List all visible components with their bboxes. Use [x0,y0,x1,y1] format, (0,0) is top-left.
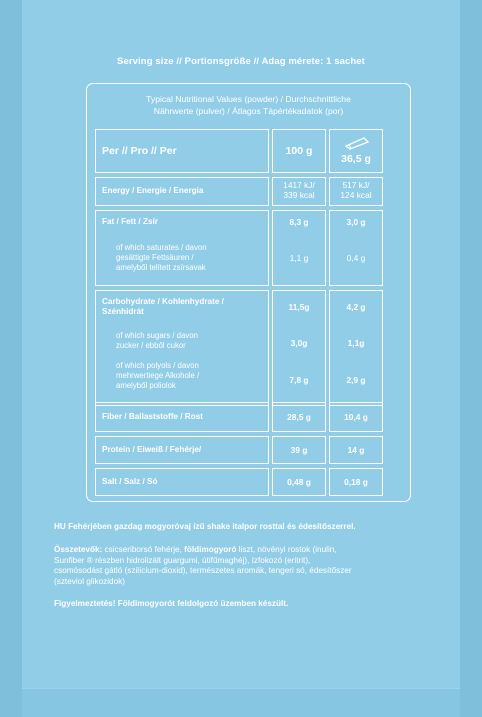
fat-col2-cell [329,210,383,286]
carbs-label-1: Carbohydrate / Kohlenhydrate / [102,297,224,306]
polyols-line-2: mehrwertiege Alkohole / [116,371,200,380]
header-col1-label: 100 g [285,145,313,157]
polyols-line-3: amelyből poliolok [116,381,176,390]
sachet-icon [344,136,370,150]
ingredients-allergen: földimogyoró [184,545,237,554]
ingredients-line-1-rest: liszt, növényi rostok (inulin, [236,545,337,554]
fiber-col2-cell [329,402,383,432]
caption-line-2: Nährwerte (pulver) / Átlagos Tápértékadatok (por) [153,105,344,116]
energy-col1-kj: 1417 kJ/ [283,180,315,190]
fat-label-cell [95,210,269,286]
package-panel [22,0,460,689]
polyols-line-1: of which polyols / davon [116,361,199,370]
fiber-col2: 10,4 g [344,412,368,422]
carbs-col1: 11,5g [288,302,310,312]
polyols-col1: 7,8 g [289,375,309,385]
energy-col2-kj: 517 kJ/ [342,180,370,190]
header-col2-label: 36,5 g [341,153,371,165]
energy-col2-cell [329,177,383,206]
ingredients-line-3: csomósodást gátló (szilícium-dioxid), természetes aromák, tengeri só, édesítőszer [54,566,352,575]
fat-col2: 3,0 g [346,217,366,227]
polyols-col2: 2,9 g [346,375,366,385]
ingredients-part-1: csicseriborsó fehérje, [102,545,185,554]
sugars-col1: 3,0g [290,338,308,348]
energy-col1-kcal: 339 kcal [283,190,315,200]
sugars-line-1: of which sugars / davon [116,331,198,340]
fiber-col1-cell [272,402,326,432]
header-per-cell [95,129,269,173]
saturates-line-1: of which saturates / davon [116,243,207,252]
package-side-left [0,0,22,717]
ingredients-line-4: (szteviol glikozidok) [54,576,125,586]
protein-col1-cell [272,436,326,464]
protein-col1: 39 g [290,445,308,455]
ingredients-block [54,545,474,587]
package-bottom-flap [22,688,460,717]
energy-label-cell [95,177,269,206]
energy-col1-cell [272,177,326,206]
header-col1-cell [272,129,326,173]
carbs-col1-cell [272,290,326,406]
saturates-line-2: gesättigte Fettsäuren / [116,253,194,262]
protein-label-cell [95,436,269,464]
fat-col1: 8,3 g [289,217,309,227]
nutrition-table [86,83,411,502]
saturates-col2: 0,4 g [346,253,366,263]
header-per-label: Per // Pro // Per [102,145,177,157]
carbs-col2: 4,2 g [346,302,366,312]
hu-product-description: HU Fehérjében gazdag mogyoróvaj ízű shake italpor rosttal és édesítőszerrel. [54,522,356,531]
fiber-label-cell [95,402,269,432]
fiber-label: Fiber / Ballaststoffe / Rost [102,412,203,421]
salt-col2-cell [329,468,383,496]
allergen-warning: Figyelmeztetés! Földimogyorót feldolgozó üzemben készült. [54,599,289,608]
fat-col1-cell [272,210,326,286]
caption-line-1: Typical Nutritional Values (powder) / Durchschnittliche [146,94,351,104]
sugars-line-2: zucker / ebből cukor [116,341,186,350]
salt-col1-cell [272,468,326,496]
fiber-col1: 28,5 g [287,412,311,422]
sugars-col2: 1,1g [347,338,365,348]
saturates-line-3: amelyből telített zsírsavak [116,263,206,272]
energy-col2-kcal: 124 kcal [340,190,372,200]
salt-col2: 0,18 g [344,477,368,487]
salt-col1: 0,48 g [287,477,311,487]
nutrition-caption [87,94,410,117]
carbs-label-2: Szénhidrát [102,307,144,316]
ingredients-line-2: Sunfiber ® részben hidrolizált guargumi, útifűmaghéj), ízfokozó (eritrit), [54,555,311,565]
salt-label: Salt / Salz / Só [102,477,158,486]
protein-label: Protein / Eiweiß / Fehérje/ [102,445,202,454]
protein-col2-cell [329,436,383,464]
header-col2-cell [329,129,383,173]
carbs-col2-cell [329,290,383,406]
saturates-col1: 1,1 g [289,253,309,263]
salt-label-cell [95,468,269,496]
carbs-label-cell [95,290,269,406]
ingredients-line-1 [54,545,474,556]
energy-label: Energy / Energie / Energia [102,186,204,195]
protein-col2: 14 g [347,445,365,455]
ingredients-title: Összetevők: [54,545,103,554]
fat-label: Fat / Fett / Zsír [102,217,158,226]
serving-size-line: Serving size // Portionsgröße // Adag mérete: 1 sachet [117,56,365,67]
